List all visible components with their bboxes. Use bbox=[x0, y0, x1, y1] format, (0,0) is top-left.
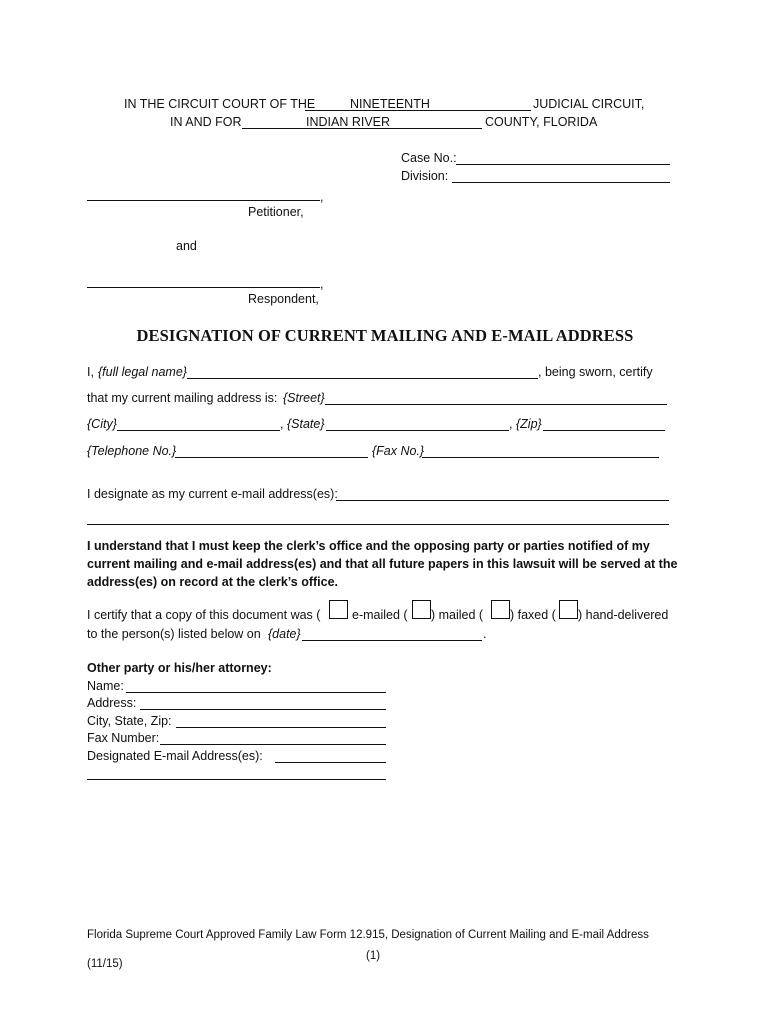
petitioner-label: Petitioner, bbox=[248, 205, 304, 219]
division-label: Division: bbox=[401, 169, 449, 183]
emailed-checkbox[interactable] bbox=[329, 600, 348, 619]
other-fax-label: Fax Number: bbox=[87, 731, 160, 745]
header-line2-prefix: IN AND FOR bbox=[170, 115, 242, 129]
understand-paragraph: I understand that I must keep the clerk’s office and the opposing party or parties notified of my current mailing and e-mail address(es) and that all future papers in this lawsuit will be served at the address(es) on record at the clerk’s office. bbox=[87, 539, 678, 589]
other-name-field[interactable] bbox=[126, 692, 386, 693]
other-city-field[interactable] bbox=[176, 727, 386, 728]
header-line1-prefix: IN THE CIRCUIT COURT OF THE bbox=[124, 97, 316, 111]
respondent-label: Respondent, bbox=[248, 292, 319, 306]
other-fax-field[interactable] bbox=[160, 744, 386, 745]
date-field[interactable] bbox=[302, 640, 482, 641]
zip-label: {Zip} bbox=[516, 417, 542, 431]
header-line2-suffix: COUNTY, FLORIDA bbox=[485, 115, 598, 129]
full-legal-name-field[interactable] bbox=[187, 378, 538, 379]
respondent-name-field[interactable] bbox=[87, 287, 320, 288]
petitioner-comma: , bbox=[320, 190, 324, 204]
email-field-2[interactable] bbox=[87, 524, 669, 525]
street-field[interactable] bbox=[325, 404, 667, 405]
mailed-label: ) mailed ( bbox=[431, 608, 484, 622]
full-legal-name-label: {full legal name} bbox=[98, 365, 187, 379]
other-email-field-2[interactable] bbox=[87, 779, 386, 780]
county-value[interactable]: INDIAN RIVER bbox=[306, 115, 391, 129]
document-title: DESIGNATION OF CURRENT MAILING AND E-MAIL ADDRESS bbox=[136, 326, 634, 345]
footer-form-text: Florida Supreme Court Approved Family Law Form 12.915, Designation of Current Mailing and E-mail Address bbox=[87, 929, 649, 941]
city-field[interactable] bbox=[117, 430, 280, 431]
telephone-field[interactable] bbox=[175, 457, 368, 458]
header-line1-suffix: JUDICIAL CIRCUIT, bbox=[533, 97, 645, 111]
date-label: {date} bbox=[268, 627, 301, 641]
circuit-value[interactable]: NINETEENTH bbox=[350, 97, 430, 111]
state-comma: , bbox=[509, 417, 513, 431]
other-city-label: City, State, Zip: bbox=[87, 714, 172, 728]
to-persons-label: to the person(s) listed below on bbox=[87, 627, 261, 641]
state-field[interactable] bbox=[326, 430, 509, 431]
i-label: I, bbox=[87, 365, 94, 379]
being-sworn-text: , being sworn, certify bbox=[538, 365, 653, 379]
other-party-heading: Other party or his/her attorney: bbox=[87, 661, 272, 675]
email-designate-label: I designate as my current e-mail address(es): bbox=[87, 487, 338, 501]
petitioner-name-field[interactable] bbox=[87, 200, 320, 201]
certify-label: I certify that a copy of this document was ( bbox=[87, 608, 321, 622]
hand-delivered-label: ) hand-delivered bbox=[578, 608, 669, 622]
footer-revision: (11/15) bbox=[87, 958, 123, 970]
date-period: . bbox=[483, 627, 487, 641]
state-label: {State} bbox=[287, 417, 325, 431]
case-no-label: Case No.: bbox=[401, 151, 457, 165]
email-field-1[interactable] bbox=[336, 500, 669, 501]
fax-field[interactable] bbox=[422, 457, 659, 458]
mailing-address-label: that my current mailing address is: bbox=[87, 391, 278, 405]
other-email-field-1[interactable] bbox=[275, 762, 386, 763]
hand-delivered-checkbox[interactable] bbox=[559, 600, 578, 619]
city-comma: , bbox=[280, 417, 284, 431]
faxed-checkbox[interactable] bbox=[491, 600, 510, 619]
emailed-label: e-mailed ( bbox=[352, 608, 408, 622]
telephone-label: {Telephone No.} bbox=[87, 444, 177, 458]
mailed-checkbox[interactable] bbox=[412, 600, 431, 619]
other-email-label: Designated E-mail Address(es): bbox=[87, 749, 263, 763]
other-name-label: Name: bbox=[87, 679, 124, 693]
division-field[interactable] bbox=[452, 182, 670, 183]
faxed-label: ) faxed ( bbox=[510, 608, 556, 622]
fax-label: {Fax No.} bbox=[372, 444, 425, 458]
street-label: {Street} bbox=[283, 391, 325, 405]
and-label: and bbox=[176, 239, 197, 253]
page-number: (1) bbox=[366, 950, 381, 962]
case-no-field[interactable] bbox=[456, 164, 670, 165]
other-address-field[interactable] bbox=[140, 709, 386, 710]
zip-field[interactable] bbox=[543, 430, 665, 431]
other-address-label: Address: bbox=[87, 696, 137, 710]
respondent-comma: , bbox=[320, 277, 324, 291]
city-label: {City} bbox=[87, 417, 117, 431]
